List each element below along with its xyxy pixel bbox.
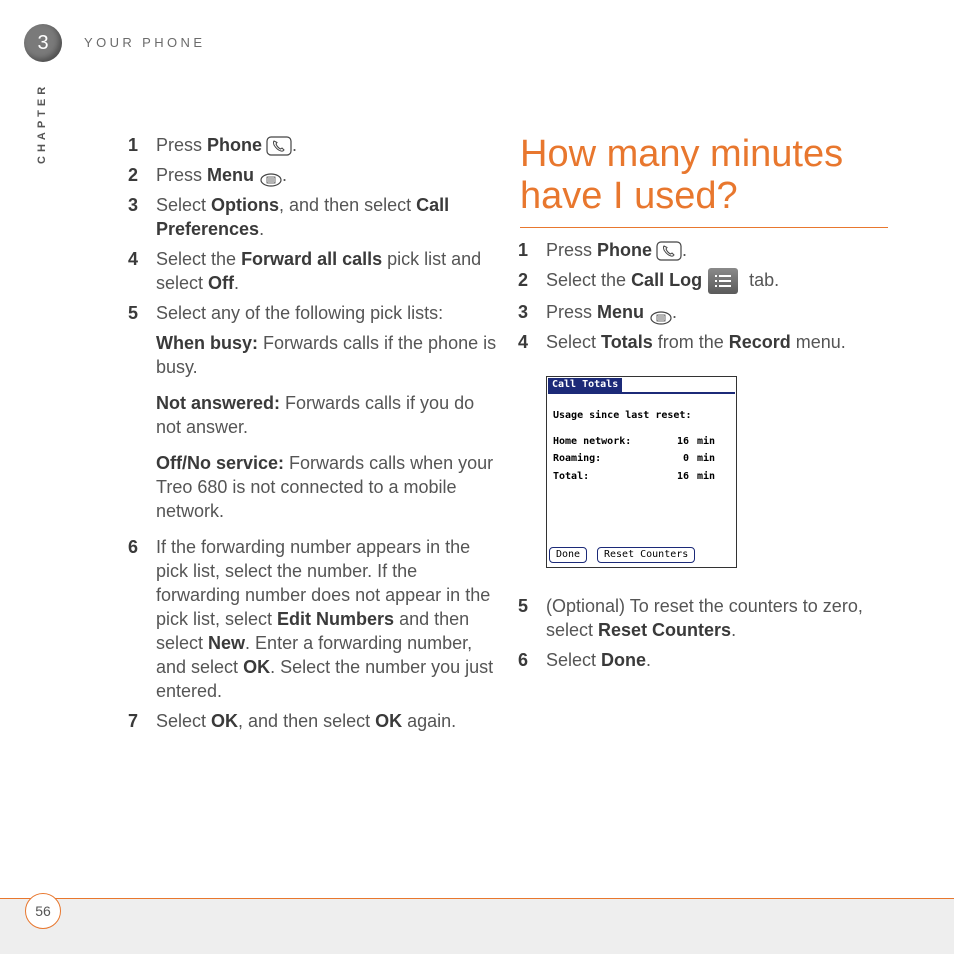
chapter-number: 3 bbox=[37, 31, 49, 54]
step-1: 1 Press Phone . bbox=[128, 135, 298, 155]
phone-icon bbox=[656, 241, 682, 261]
step-6: 6 If the forwarding number appears in the pick list, select the number. If the forwarding number does not appear in the pick list, select Edit Numbers and then select New. Enter a forwarding number, and select OK. Select the number you just entered. bbox=[128, 537, 494, 701]
step-7: 7 Select OK, and then select OK again. bbox=[128, 711, 457, 731]
page-number: 56 bbox=[25, 893, 61, 929]
menu-icon bbox=[650, 307, 672, 321]
right-step-5: 5 (Optional) To reset the counters to zero, select Reset Counters. bbox=[518, 596, 863, 641]
right-step-1: 1 Press Phone . bbox=[518, 240, 688, 260]
section-title: How many minutes have I used? bbox=[520, 133, 888, 228]
option-when-busy: When busy: Forwards calls if the phone is busy. bbox=[156, 333, 497, 377]
chapter-badge bbox=[24, 24, 62, 62]
right-step-3: 3 Press Menu . bbox=[518, 302, 678, 323]
right-step-2: 2 Select the Call Log tab. bbox=[518, 268, 890, 294]
phone-icon bbox=[266, 136, 292, 156]
step-5: 5 Select any of the following pick lists: bbox=[128, 303, 444, 323]
right-step-6: 6 Select Done. bbox=[518, 650, 652, 671]
call-log-icon bbox=[708, 268, 738, 294]
step-4: 4 Select the Forward all calls pick list and select Off. bbox=[128, 249, 482, 293]
step-2: 2 Press Menu . bbox=[128, 165, 288, 185]
option-off-no-service: Off/No service: Forwards calls when your Treo 680 is not connected to a mobile network. bbox=[156, 453, 494, 521]
left-column bbox=[128, 133, 498, 739]
footer-band bbox=[0, 899, 954, 954]
menu-icon bbox=[260, 169, 282, 183]
reset-counters-button[interactable]: Reset Counters bbox=[597, 547, 695, 563]
footer-rule bbox=[0, 898, 954, 899]
usage-label: Usage since last reset: bbox=[553, 410, 692, 422]
call-totals-screen: Call Totals Usage since last reset: Home network: 16 min Roaming: 0 min Total: 16 min Done Reset Counters bbox=[546, 376, 737, 568]
right-step-4: 4 Select Totals from the Record menu. bbox=[518, 332, 846, 353]
step-3: 3 Select Options, and then select Call Preferences. bbox=[128, 195, 450, 239]
done-button[interactable]: Done bbox=[549, 547, 587, 563]
chapter-label: CHAPTER bbox=[36, 82, 48, 164]
option-not-answered: Not answered: Forwards calls if you do not answer. bbox=[156, 393, 475, 437]
title-rule bbox=[548, 392, 735, 394]
call-totals-title: Call Totals bbox=[548, 378, 622, 392]
right-column bbox=[518, 133, 890, 678]
section-header: YOUR PHONE bbox=[84, 35, 206, 50]
